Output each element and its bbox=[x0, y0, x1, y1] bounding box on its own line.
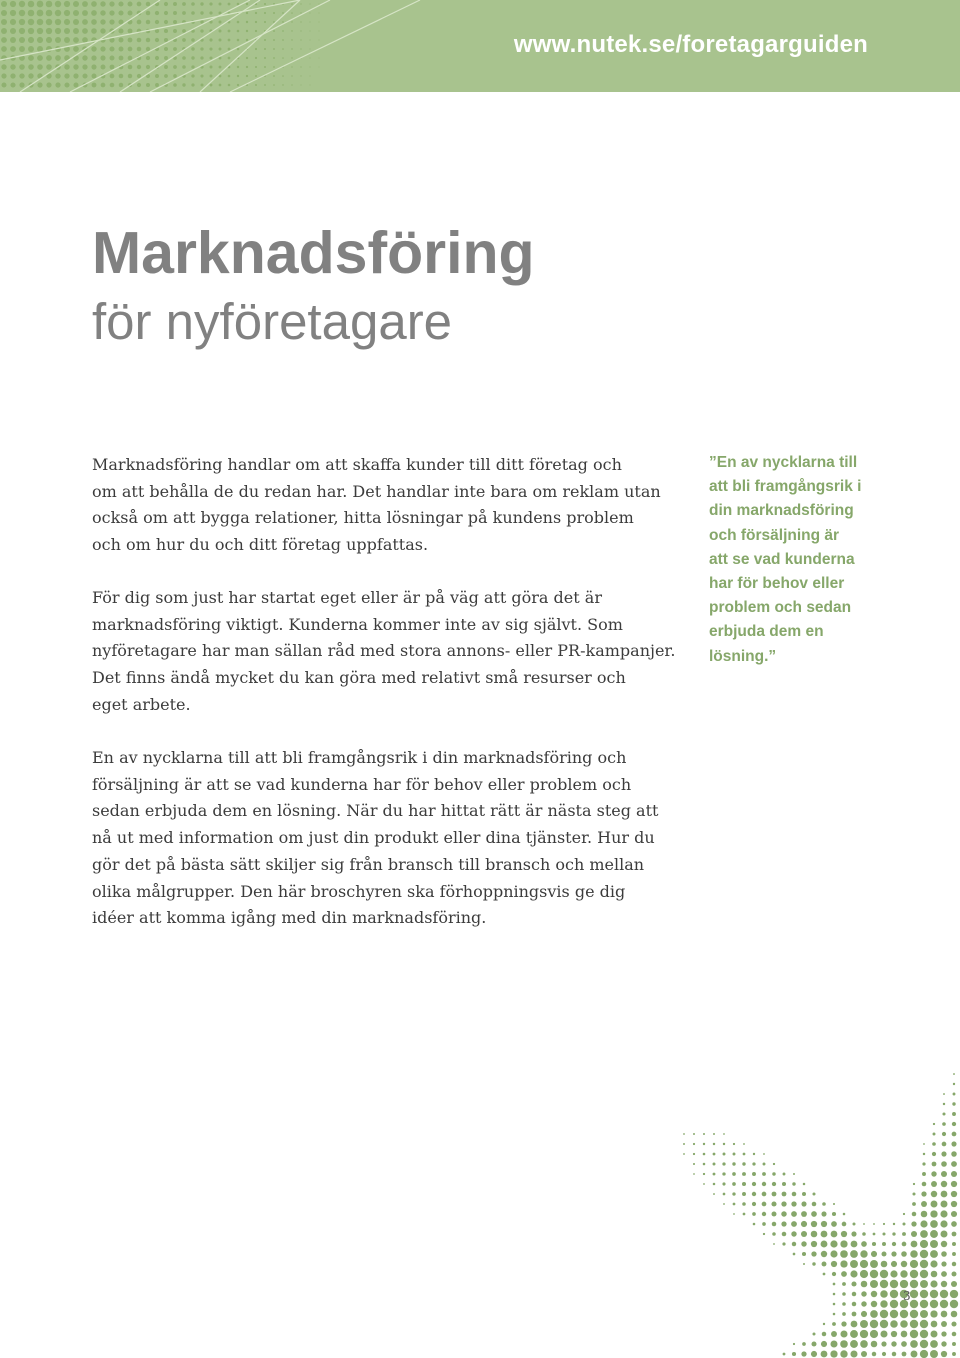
header-banner bbox=[0, 0, 960, 92]
text-line: Det finns ändå mycket du kan göra med relativt små resurser och bbox=[92, 668, 626, 688]
text-line: olika målgrupper. Den här broschyren ska förhoppningsvis ge dig bbox=[92, 881, 626, 901]
pull-quote bbox=[709, 451, 899, 669]
text-line: försäljning är att se vad kunderna har för behov eller problem och bbox=[92, 774, 632, 794]
page-number: 3 bbox=[903, 1289, 911, 1303]
text-line: också om att bygga relationer, hitta lösningar på kundens problem bbox=[92, 508, 634, 528]
text-line: En av nycklarna till att bli framgångsrik i din marknadsföring och bbox=[92, 748, 627, 767]
third-paragraph bbox=[92, 745, 659, 932]
second-paragraph bbox=[92, 585, 676, 719]
page-title: Marknadsföring bbox=[92, 220, 535, 286]
text-line: sedan erbjuda dem en lösning. När du har hittat rätt är nästa steg att bbox=[92, 801, 659, 821]
intro-paragraph bbox=[92, 452, 661, 559]
quote-line: har för behov eller bbox=[709, 575, 845, 593]
quote-line: erbjuda dem en bbox=[709, 623, 824, 641]
text-line: om att behålla de du redan har. Det handlar inte bara om reklam utan bbox=[92, 481, 661, 501]
text-line: För dig som just har startat eget eller är på väg att göra det är bbox=[92, 588, 602, 607]
quote-line: ”En av nycklarna till bbox=[709, 454, 858, 471]
text-line: nå ut med information om just din produkt eller dina tjänster. Hur du bbox=[92, 828, 655, 848]
text-line: eget arbete. bbox=[92, 694, 191, 714]
text-line: marknadsföring viktigt. Kunderna kommer inte av sig självt. Som bbox=[92, 614, 623, 634]
quote-line: att se vad kunderna bbox=[709, 550, 855, 568]
text-line: och om hur du och ditt företag uppfattas. bbox=[92, 535, 429, 555]
text-line: Marknadsföring handlar om att skaffa kunder till ditt företag och bbox=[92, 455, 622, 474]
quote-line: din marknadsföring bbox=[709, 502, 854, 520]
page-subtitle: för nyföretagare bbox=[92, 293, 453, 350]
text-line: nyföretagare har man sällan råd med stora annons- eller PR-kampanjer. bbox=[92, 641, 676, 661]
quote-line: och försäljning är bbox=[709, 526, 840, 544]
text-line: gör det på bästa sätt skiljer sig från bransch till bransch och mellan bbox=[92, 854, 645, 874]
header-url[interactable]: www.nutek.se/foretagarguiden bbox=[513, 31, 868, 58]
quote-line: problem och sedan bbox=[709, 599, 852, 617]
halftone-star-decoration bbox=[660, 980, 960, 1358]
quote-line: att bli framgångsrik i bbox=[709, 478, 862, 496]
quote-line: lösning.” bbox=[709, 647, 777, 665]
text-line: idéer att komma igång med din marknadsföring. bbox=[92, 908, 487, 928]
